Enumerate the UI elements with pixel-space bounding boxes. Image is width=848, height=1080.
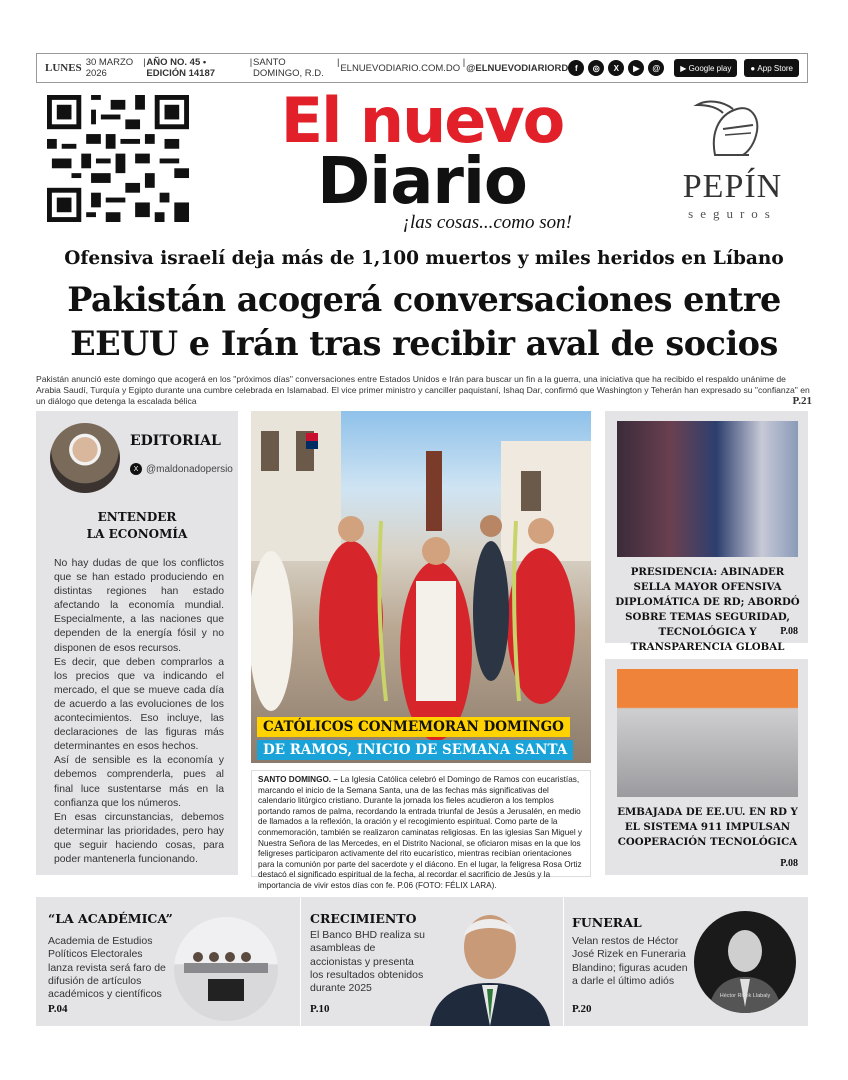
social-icons [568,59,799,77]
teaser-text: El Banco BHD realiza su asambleas de accionistas y presenta los resultados obtenidos durante 2025 [310,929,425,995]
x-icon: X [130,463,142,475]
story-dateline: SANTO DOMINGO. – [258,775,338,784]
sponsor-subtitle: seguros [688,206,777,221]
columnist-handle[interactable]: X @maldonadopersio [130,463,233,475]
photo-label: Héctor Rizek Llabaly [719,993,771,999]
logo-line-2: Diario [317,145,527,219]
apple-icon: ● [750,63,758,73]
city-text: SANTO DOMINGO, R.D. [253,57,324,79]
photo-caption-line-1: CATÓLICOS CONMEMORAN DOMINGO [257,717,570,737]
editorial-paragraph: Así de sensible es la economía y debemos comprenderla, pues al final luce sustentarse más en la confianza que los números. [54,755,224,809]
website-link[interactable]: ELNUEVODIARIO.COM.DO [340,62,461,74]
story-body: La Iglesia Católica celebró el Domingo de Ramos con eucaristías, marcando el inicio de la Semana Santa, una de las fechas más significativas del calendario litúrgico cristiano. Durante la jornada los fieles acudieron a los templos portando ramos de palma, recordando la entrada triunfal de Jesús a Jerusalén, en medio de llamados a la reflexión, la oración y el recogimiento espiritual. Como parte de la conmemoración, también se realizaron caminatas religiosas. En las iglesias San Miguel y Nuestra Señora de las Mercedes, en el Distrito Nacional, se oficiaron misas en la que los feligreses participaron activamente del rito eucarístico, mientras recibían orientaciones para la comunión por parte del sacerdote y el diácono. En el lugar, la feligresa Rosa Ortiz destacó el significado espiritual de la fecha, al recordar el sacrificio de Jesús y la importancia de vivir estos días con fe. P.06 (FOTO: FÉLIX LARA). [258,775,583,890]
app-store-button[interactable]: ● App Store [744,59,799,77]
page-ref: P.20 [572,1003,592,1015]
story-card-presidencia[interactable] [605,411,808,653]
editorial-box [36,411,238,875]
sponsor-name: PEPÍN [682,168,783,205]
page-ref: P.08 [780,858,798,869]
x-icon[interactable]: X [608,60,624,76]
teaser-photo [174,917,278,1021]
top-info-bar: LUNES 30 MARZO 2026 | AÑO NO. 45 • EDICIÓN 14187 | SANTO DOMINGO, R.D. | ELNUEVODIARIO.COM.DO | @ELNUEVODIARIORD f ◎ X ▶ @ ▶ Google play ● App Store [36,53,808,83]
knight-helmet-icon [693,95,773,161]
main-headline[interactable] [36,278,812,366]
bottom-teasers [36,897,808,1026]
main-story-photo[interactable] [251,411,591,763]
teaser-photo [426,903,554,1026]
story-photo [617,421,798,557]
editorial-section-title: ENTENDER LA ECONOMÍA [86,510,188,541]
headline-line-2: EEUU e Irán tras recibir aval de socios [70,324,778,363]
editorial-paragraph: Es decir, que deben comprarlos a los precios que va indicando el mercado, el que se mueve cada día de acuerdo a las evoluciones de los acontecimientos. Eso incluye, las declaraciones de las figuras más determinantes en esos hechos. [54,656,224,753]
edition-text: AÑO NO. 45 • EDICIÓN 14187 [146,57,216,79]
procession-illustration [251,411,591,763]
teaser-photo [694,911,796,1013]
lede-text: Pakistán anunció este domingo que acogerá en los "próximos días" conversaciones entre Estados Unidos e Irán para buscar un fin a la guerra, una iniciativa que ha recibido el respaldo unánime de Arabia Saudí, Turquía y Egipto durante una cumbre celebrada en Islamabad. El vice primer ministro y canciller paquistaní, Ishaq Dar, confirmó que Washington y Teherán han expresado su "confianza" en un diálogo que detenga la escalada bélica [36,374,810,406]
google-play-icon: ▶ [680,63,689,73]
story-card-embajada[interactable] [605,659,808,875]
editorial-paragraph: En esas circunstancias, debemos determinar las prioridades, pero hay que seguir haciendo cosas, para poder mantenerla funcionando. [54,811,224,865]
page-ref: P.04 [48,1003,68,1015]
page-ref: P.08 [780,626,798,637]
qr-code[interactable] [47,95,189,222]
teaser-title: CRECIMIENTO [310,911,417,926]
facebook-icon[interactable]: f [568,60,584,76]
columnist-avatar [50,423,120,493]
page-ref: P.10 [310,1003,330,1015]
instagram-icon[interactable]: ◎ [588,60,604,76]
teaser-title: FUNERAL [572,915,642,930]
logo-line-1: El nuevo [280,84,564,157]
google-play-button[interactable]: ▶ Google play [674,59,737,77]
teaser-title: “LA ACADÉMICA” [48,911,173,926]
story-photo [617,669,798,797]
lede-page-ref[interactable]: P.21 [792,395,812,407]
teaser-text: Academia de Estudios Políticos Electorales lanza revista será faro de difusión de artículos académicos y científicos [48,935,166,1001]
editorial-title: EDITORIAL [130,433,221,449]
social-handle[interactable]: @ELNUEVODIARIORD [466,62,569,74]
editorial-body [54,557,224,867]
threads-icon[interactable]: @ [648,60,664,76]
story-headline: EMBAJADA DE EE.UU. EN RD Y EL SISTEMA 911 IMPULSAN COOPERACIÓN TECNOLÓGICA [617,806,798,848]
logo-slogan: ¡las cosas...como son! [402,212,572,233]
headline-lede [36,374,812,407]
date-text: 30 MARZO 2026 [85,57,134,79]
photo-caption-line-2: DE RAMOS, INICIO DE SEMANA SANTA [257,740,573,760]
main-story-text [251,770,591,890]
date-day: LUNES [45,62,82,74]
kicker-headline[interactable]: Ofensiva israelí deja más de 1,100 muertos y miles heridos en Líbano [64,248,784,269]
headline-line-1: Pakistán acogerá conversaciones entre [67,280,781,319]
teaser-text: Velan restos de Héctor José Rizek en Funeraria Blandino; figuras acuden a darle el último adiós [572,935,688,987]
story-headline: PRESIDENCIA: ABINADER SELLA MAYOR OFENSIVA DIPLOMÁTICA DE RD; ABORDÓ SOBRE TEMAS SEGURIDAD, TECNOLÓGICA Y TRANSPARENCIA GLOBAL [615,566,800,653]
sponsor-ad[interactable] [660,95,805,223]
newspaper-logo[interactable] [262,84,582,233]
editorial-paragraph: No hay dudas de que los conflictos que se han estado produciendo en distintas regiones han estado afectando la economía mundial. Especialmente, a las naciones que dependen de la energía fósil y no disponen de esos recursos. [54,558,224,654]
youtube-icon[interactable]: ▶ [628,60,644,76]
